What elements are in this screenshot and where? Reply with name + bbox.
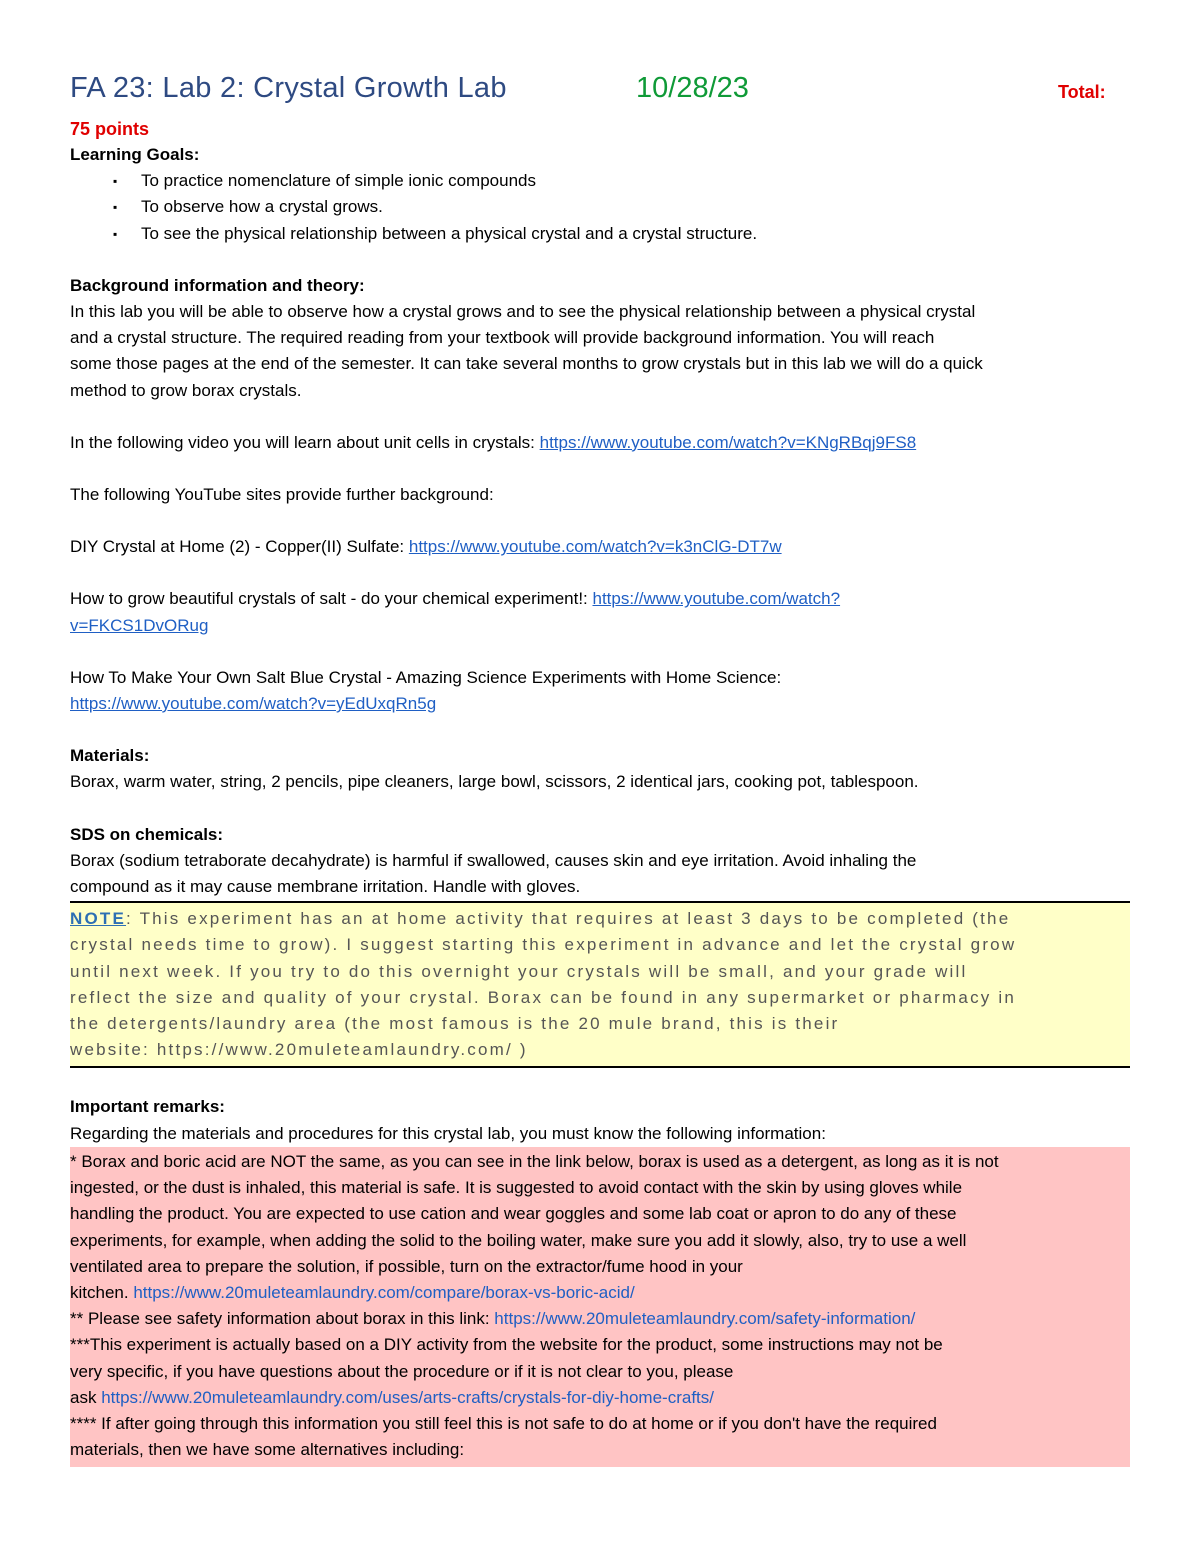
note-line: NOTE: This experiment has an at home activity that requires at least 3 days to be completed (the bbox=[70, 909, 1011, 929]
note-label: NOTE bbox=[70, 909, 127, 929]
bullet-icon: ▪ bbox=[113, 174, 118, 189]
remark-line: ingested, or the dust is inhaled, this material is safe. It is suggested to avoid contact with the skin by using gloves while bbox=[70, 1178, 963, 1198]
sds-text-line: Borax (sodium tetraborate decahydrate) is harmful if swallowed, causes skin and eye irritation. Avoid inhaling the bbox=[70, 850, 917, 870]
safety-information-link[interactable]: https://www.20muleteamlaundry.com/safety-information/ bbox=[494, 1309, 916, 1329]
remark-line: very specific, if you have questions about the procedure or if it is not clear to you, please bbox=[70, 1361, 734, 1381]
remarks-heading: Important remarks: bbox=[70, 1097, 225, 1117]
lab-date: 10/28/23 bbox=[636, 72, 749, 104]
salt-crystals-video-link[interactable]: https://www.youtube.com/watch? bbox=[592, 589, 841, 609]
points-label: 75 points bbox=[70, 119, 150, 139]
remark-line: kitchen. https://www.20muleteamlaundry.com/compare/borax-vs-boric-acid/ bbox=[70, 1282, 635, 1302]
note-line: until next week. If you try to do this overnight your crystals will be small, and your grade will bbox=[70, 961, 968, 981]
header bbox=[70, 70, 1130, 116]
blue-crystal-video-link[interactable]: https://www.youtube.com/watch?v=yEdUxqRn5g bbox=[70, 694, 437, 714]
borax-vs-boric-acid-link[interactable]: https://www.20muleteamlaundry.com/compare/borax-vs-boric-acid/ bbox=[133, 1282, 635, 1302]
learning-goals-list bbox=[70, 168, 1130, 247]
remarks-intro: Regarding the materials and procedures for this crystal lab, you must know the following information: bbox=[70, 1123, 826, 1143]
remark-line: ** Please see safety information about borax in this link: https://www.20muleteamlaundry.com/safety-information/ bbox=[70, 1309, 916, 1329]
sds-heading: SDS on chemicals: bbox=[70, 824, 224, 844]
total-label: Total: bbox=[1058, 82, 1106, 102]
list-item: ▪ To see the physical relationship between a physical crystal and a crystal structure. bbox=[70, 221, 1130, 247]
note-box bbox=[70, 901, 1130, 1068]
list-item: ▪ To practice nomenclature of simple ionic compounds bbox=[70, 168, 1130, 194]
remark-line: ask https://www.20muleteamlaundry.com/uses/arts-crafts/crystals-for-diy-home-crafts/ bbox=[70, 1387, 714, 1407]
remark-line: materials, then we have some alternatives including: bbox=[70, 1440, 465, 1460]
list-item: ▪ To observe how a crystal grows. bbox=[70, 194, 1130, 220]
note-line: website: https://www.20muleteamlaundry.com/ ) bbox=[70, 1040, 528, 1060]
sds-text-line: compound as it may cause membrane irritation. Handle with gloves. bbox=[70, 877, 581, 897]
remark-line: * Borax and boric acid are NOT the same, as you can see in the link below, borax is used as a detergent, as long as it is not bbox=[70, 1151, 999, 1171]
salt-crystals-line-cont bbox=[70, 613, 1130, 639]
bullet-icon: ▪ bbox=[113, 226, 118, 241]
further-background-text: The following YouTube sites provide further background: bbox=[70, 485, 494, 505]
remark-line: **** If after going through this information you still feel this is not safe to do at home or if you don't have the required bbox=[70, 1413, 937, 1433]
copper-sulfate-video-link[interactable]: https://www.youtube.com/watch?v=k3nClG-DT7w bbox=[408, 537, 782, 557]
note-line: crystal needs time to grow). I suggest starting this experiment in advance and let the crystal grow bbox=[70, 935, 1017, 955]
remarks-box bbox=[70, 1147, 1130, 1467]
remark-line: ***This experiment is actually based on a DIY activity from the website for the product, some instructions may not be bbox=[70, 1335, 943, 1355]
remark-line: ventilated area to prepare the solution, if possible, turn on the extractor/fume hood in your bbox=[70, 1256, 743, 1276]
remark-line: experiments, for example, when adding the solid to the boiling water, make sure you add it slowly, also, try to use a well bbox=[70, 1230, 967, 1250]
materials-text: Borax, warm water, string, 2 pencils, pipe cleaners, large bowl, scissors, 2 identical jars, cooking pot, tablespoon. bbox=[70, 772, 919, 792]
salt-crystals-video-link-cont[interactable]: v=FKCS1DvORug bbox=[70, 615, 209, 635]
background-text-line: In this lab you will be able to observe how a crystal grows and to see the physical relationship between a physical crystal bbox=[70, 302, 976, 322]
background-text-line: method to grow borax crystals. bbox=[70, 380, 302, 400]
note-line: reflect the size and quality of your crystal. Borax can be found in any supermarket or pharmacy in bbox=[70, 987, 1017, 1007]
salt-crystals-line: How to grow beautiful crystals of salt - do your chemical experiment!: https://www.youtube.com/watch? bbox=[70, 589, 841, 609]
diy-crystals-link[interactable]: https://www.20muleteamlaundry.com/uses/arts-crafts/crystals-for-diy-home-crafts/ bbox=[101, 1387, 714, 1407]
remark-line: handling the product. You are expected to use cation and wear goggles and some lab coat or apron to do any of these bbox=[70, 1204, 957, 1224]
background-text-line: some those pages at the end of the semester. It can take several months to grow crystals but in this lab we will do a quick bbox=[70, 354, 983, 374]
blue-crystal-line: How To Make Your Own Salt Blue Crystal - Amazing Science Experiments with Home Science: bbox=[70, 667, 782, 687]
page-title: FA 23: Lab 2: Crystal Growth Lab bbox=[70, 72, 507, 104]
bullet-icon: ▪ bbox=[113, 200, 118, 215]
copper-sulfate-line: DIY Crystal at Home (2) - Copper(II) Sulfate: https://www.youtube.com/watch?v=k3nClG-DT7w bbox=[70, 537, 782, 557]
unit-cell-video-line: In the following video you will learn about unit cells in crystals: https://www.youtube.com/watch?v=KNgRBqj9FS8 bbox=[70, 432, 917, 452]
materials-heading: Materials: bbox=[70, 746, 150, 766]
background-heading: Background information and theory: bbox=[70, 275, 365, 295]
background-text-line: and a crystal structure. The required reading from your textbook will provide background information. You will reach bbox=[70, 328, 935, 348]
unit-cell-video-link[interactable]: https://www.youtube.com/watch?v=KNgRBqj9FS8 bbox=[539, 432, 917, 452]
learning-goals-heading: Learning Goals: bbox=[70, 145, 200, 164]
note-line: the detergents/laundry area (the most famous is the 20 mule brand, this is their bbox=[70, 1014, 840, 1034]
document-page bbox=[70, 70, 1130, 1467]
